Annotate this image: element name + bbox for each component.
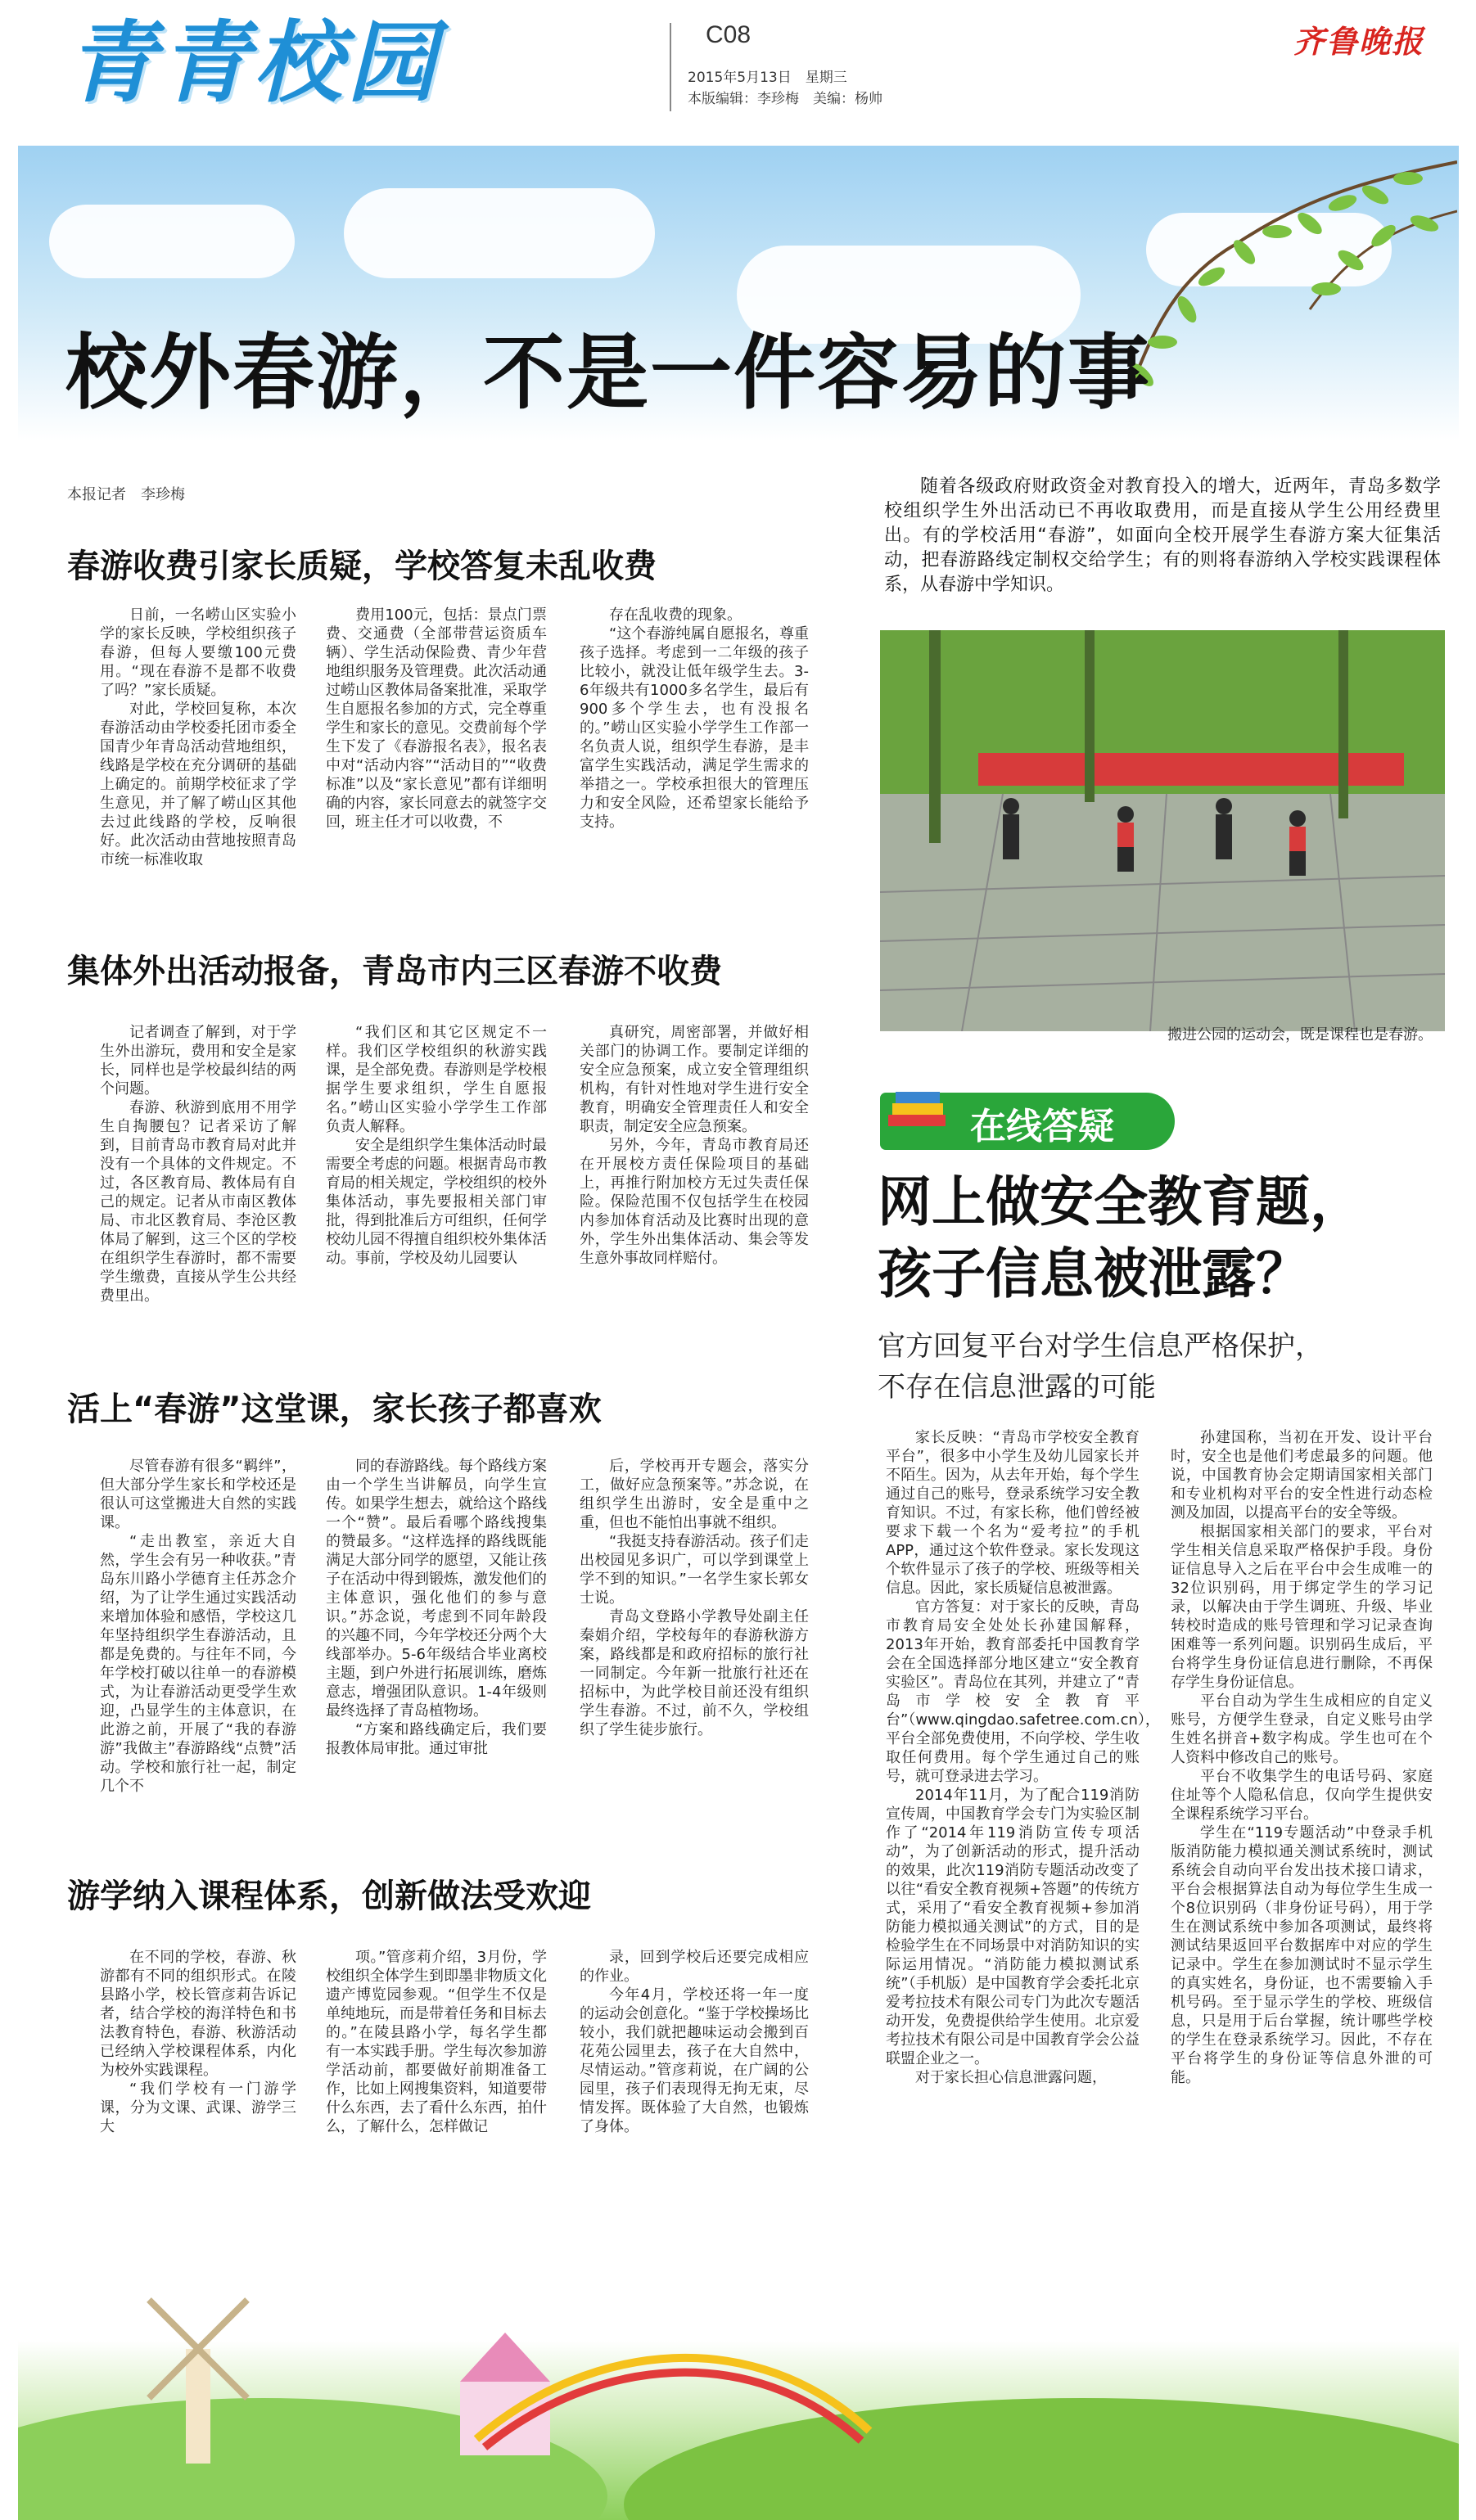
cloud-decoration <box>49 205 295 278</box>
online-headline-line1: 网上做安全教育题， <box>878 1170 1364 1233</box>
article-column <box>580 1948 809 2136</box>
section-title: 春游收费引家长质疑，学校答复未乱收费 <box>67 548 657 585</box>
section-title: 活上“春游”这堂课，家长孩子都喜欢 <box>67 1391 602 1428</box>
article-column <box>326 1023 547 1268</box>
article-column <box>100 606 296 869</box>
paragraph: 平台自动为学生生成相应的自定义账号，方便学生登录，自定义账号由学生姓名拼音+数字构成。学生也可在个人资料中修改自己的账号。 <box>1171 1693 1433 1766</box>
article-column <box>886 1428 1160 2087</box>
paragraph: 平台不收集学生的电话号码、家庭住址等个人隐私信息，仅向学生提供安全课程系统学习平台。 <box>1171 1768 1433 1823</box>
photo-caption: 搬进公园的运动会，既是课程也是春游。 <box>1167 1026 1433 1044</box>
paragraph: 录，回到学校后还要完成相应的作业。 <box>580 1949 809 1985</box>
page-number: C08 <box>706 21 752 48</box>
article-column <box>326 1948 547 2136</box>
editor-line: 本版编辑：李珍梅 美编：杨帅 <box>688 91 882 107</box>
paragraph: 在不同的学校，春游、秋游都有不同的组织形式。在陵县路小学，校长管彦莉告诉记者，结合学校的海洋特色和书法教育特色，春游、秋游活动已经纳入学校课程体系，内化为校外实践课程。 <box>100 1949 296 2079</box>
paragraph: 家长反映：“青岛市学校安全教育平台”，很多中小学生及幼儿园家长并不陌生。因为，从去年开始，每个学生通过自己的账号，登录系统学习安全教育知识。不过，有家长称，他们曾经被要求下载一个名为“爱考拉”的手机APP，通过这个软件登录。家长发现这个软件显示了孩子的学校、班级等相关信息。因此，家长质疑信息被泄露。 <box>886 1429 1140 1597</box>
paragraph: 费用100元，包括：景点门票费、交通费（全部带营运资质车辆）、学生活动保险费、青少年营地组织服务及管理费。此次活动通过崂山区教体局备案批准，采取学生自愿报名参加的方式，完全尊重学生和家长的意见。交费前每个学生下发了《春游报名表》，报名表中对“活动内容”“活动目的”“收费标准”以及“家长意见”都有详细明确的内容，家长同意去的就签字交回，班主任才可以收费，不 <box>326 606 547 831</box>
paragraph: 对于家长担心信息泄露问题， <box>915 2069 1107 2086</box>
paragraph: 2014年11月，为了配合119消防宣传周，中国教育学会专门为实验区制作了“2014年119消防宣传专项活动”，为了创新活动的形式，提升活动的效果，此次119消防专题活动改变了以往“看安全教育视频+答题”的传统方式，采用了“看安全教育视频+参加消防能力模拟通关测试”的方式，目的是检验学生在不同场景中对消防知识的实际运用情况。“消防能力模拟测试系统”（手机版）是中国教育学会委托北京爱考拉技术有限公司专门为此次专题活动开发，免费提供给学生使用。北京爱考拉技术有限公司是中国教育学会公益联盟企业之一。 <box>886 1787 1140 2067</box>
masthead-title: 青青校园 <box>67 12 441 115</box>
online-headline-line2: 孩子信息被泄露？ <box>878 1242 1310 1305</box>
paragraph: 记者调查了解到，对于学生外出游玩，费用和安全是家长，同样也是学校最纠结的两个问题。 <box>100 1024 296 1098</box>
paragraph: 后，学校再开专题会，落实分工，做好应急预案等。”苏念说，在组织学生出游时，安全是重中之重，但也不能怕出事就不组织。 <box>580 1458 809 1531</box>
paragraph: 日前，一名崂山区实验小学的家长反映，学校组织孩子春游，但每人要缴100元费用。“现在春游不是都不收费了吗？”家长质疑。 <box>100 606 296 699</box>
paragraph: 另外，今年，青岛市教育局还在开展校方责任保险项目的基础上，再推行附加校方无过失责任保险。保险范围不仅包括学生在校园内参加体育活动及比赛时出现的意外，学生外出集体活动、集会等发生意外事故同样赔付。 <box>580 1137 809 1267</box>
online-subheadline <box>878 1326 1323 1408</box>
landscape-illustration <box>18 2226 1459 2520</box>
books-icon <box>884 1082 958 1147</box>
paragraph: “走出教室，亲近大自然，学生会有另一种收获。”青岛东川路小学德育主任苏念介绍，为了让学生通过实践活动来增加体验和感悟，学校这几年坚持组织学生春游活动，且都是免费的。与往年不同，今年学校打破以往单一的春游模式，为让春游活动更受学生欢迎，凸显学生的主体意识，在此游之前，开展了“我的春游 游”我做主”春游路线“点赞”活动。学校和旅行社一起，制定几个不 <box>100 1533 311 1795</box>
online-subheadline-line2: 不存在信息泄露的可能 <box>878 1371 1156 1404</box>
date-line: 2015年5月13日 星期三 <box>688 70 847 86</box>
paragraph: 存在乱收费的现象。 <box>609 606 742 624</box>
article-column <box>326 606 547 832</box>
paragraph: “我们区和其它区规定不一样。我们区学校组织的秋游实践课，是全部免费。春游则是学校根据学生要求组织，学生自愿报名。”崂山区实验小学学生工作部负责人解释。 <box>326 1024 547 1135</box>
paragraph: 根据国家相关部门的要求，平台对学生相关信息采取严格保护手段。身份证信息导入之后在平台中会生成唯一的32位识别码，用于绑定学生的学习记录，以解决由于学生调班、升级、毕业转校时造成的账号管理和学习记录查询困难等一系列问题。识别码生成后，平台将学生身份证信息进行删除，不再保存学生身份证信息。 <box>1171 1523 1433 1691</box>
main-headline: 校外春游，不是一件容易的事 <box>65 325 1151 421</box>
paper-logo: 齐鲁晚报 <box>1293 23 1425 60</box>
paragraph: 安全是组织学生集体活动时最需要全考虑的问题。根据青岛市教育局的相关规定，学校组织的校外集体活动，事先要报相关部门审批，得到批准后方可组织，任何学校幼儿园不得擅自组织校外集体活动。事前，学校及幼儿园要认 <box>326 1137 547 1267</box>
paragraph: 青岛文登路小学教导处副主任秦娟介绍，学校每年的春游秋游方案，路线都是和政府招标的旅行社一同制定。今年新一批旅行社还在招标中，为此学校目前还没有组织学生春游。不过，前不久，学校组织了学生徒步旅行。 <box>580 1608 809 1738</box>
article-column <box>1171 1428 1433 2087</box>
section-title: 集体外出活动报备，青岛市内三区春游不收费 <box>67 953 722 990</box>
lead-paragraph <box>884 475 1441 597</box>
article-column <box>580 1023 809 1268</box>
lead-text: 随着各级政府财政资金对教育投入的增大，近两年，青岛多数学校组织学生外出活动已不再收取费用，而是直接从学生公用经费里出。有的学校活用“春游”，如面向全校开展学生春游方案大征集活动，把春游路线定制权交给学生；有的则将春游纳入学校实践课程体系，从春游中学知识。 <box>884 476 1441 595</box>
paragraph: “我挺支持春游活动。孩子们走出校园见多识广，可以学到课堂上学不到的知识。”一名学生家长郭女士说。 <box>580 1533 809 1607</box>
article-column <box>100 1457 311 1796</box>
article-column <box>100 1948 296 2136</box>
masthead-divider <box>670 23 671 111</box>
paragraph: 官方答复：对于家长的反映，青岛市教育局安全处处长孙建国解释，2013年开始，教育部委托中国教育学会在全国选择部分地区建立“安全教育实验区”。青岛位在其列，并建立了“青岛市学校安全教育平台”（www.qingdao.safetree.com.cn），平台全部免费使用，不向学校、学生收取任何费用。每个学生通过自己的账号，就可登录进去学习。 <box>886 1598 1160 1785</box>
paragraph: “方案和路线确定后，我们要报教体局审批。通过审批 <box>326 1721 547 1757</box>
article-column <box>100 1023 296 1305</box>
section-title: 游学纳入课程体系，创新做法受欢迎 <box>67 1878 591 1915</box>
article-column <box>580 606 809 832</box>
paragraph: 今年4月，学校还将一年一度的运动会创意化。“鉴于学校操场比较小，我们就把趣味运动会搬到百花苑公园里去，孩子在大自然中，尽情运动。”管彦莉说，在广阔的公园里，孩子们表现得无拘无束，尽情发挥。既体验了大自然，也锻炼了身体。 <box>580 1986 809 2135</box>
article-column <box>580 1457 809 1739</box>
paragraph: 孙建国称，当初在开发、设计平台时，安全也是他们考虑最多的问题。他说，中国教育协会定期请国家相关部门和专业机构对平台的安全性进行动态检测及加固，以提高平台的安全等级。 <box>1171 1429 1433 1521</box>
byline: 本报记者 李珍梅 <box>67 486 185 503</box>
paragraph: “这个春游纯属自愿报名，尊重孩子选择。考虑到一二年级的孩子比较小，就没让低年级学生去。3-6年级共有1000多名学生，最后有900多个学生去，也有没报名的。”崂山区实验小学学生工作部一名负责人说，组织学生春游，是丰富学生实践活动，满足学生需求的举措之一。学校承担很大的管理压力和安全风险，还希望家长能给予支持。 <box>580 625 809 831</box>
park-scene-illustration <box>880 630 1445 1031</box>
paragraph: 春游、秋游到底用不用学生自掏腰包？记者采访了解到，目前青岛市教育局对此并没有一个具体的文件规定。不过，各区教育局、教体局有自己的规定。记者从市南区教体局、市北区教育局、李沧区教体局了解到，这三个区的学校在组织学生春游时，都不需要学生缴费，直接从学生公共经费里出。 <box>100 1099 296 1305</box>
paragraph: 对此，学校回复称，本次春游活动由学校委托团市委全国青少年青岛活动营地组织，线路是学校在充分调研的基础上确定的。前期学校征求了学生意见，并了解了崂山区其他去过此线路的学校，反响很好。此次活动由营地按照青岛市统一标准收取 <box>100 701 296 868</box>
paragraph: “我们学校有一门游学课，分为文课、武课、游学三大 <box>100 2080 296 2135</box>
online-badge-label: 在线答疑 <box>970 1106 1114 1147</box>
paragraph: 真研究，周密部署，并做好相关部门的协调工作。要制定详细的安全应急预案，成立安全管理组织机构，有针对性地对学生进行安全教育，明确安全管理责任人和安全职责，制定安全应急预案。 <box>580 1024 809 1135</box>
paragraph: 尽管春游有很多“羁绊”，但大部分学生家长和学校还是很认可这堂搬进大自然的实践课。 <box>100 1458 296 1531</box>
online-headline <box>878 1166 1364 1310</box>
paragraph: 学生在“119专题活动”中登录手机版消防能力模拟通关测试系统时，测试系统会自动向平台发出技术接口请求，平台会根据算法自动为每位学生生成一个8位识别码（非身份证号码），用于学生在测试系统中参加各项测试，最终将测试结果返回平台数据库中对应的学生记录中。学生在参加测试时不显示学生的真实姓名，身份证，也不需要输入手机号码。至于显示学生的学校、班级信息，只是用于后台掌握，统计哪些学校的学生在登录系统学习。因此，不存在平台将学生的身份证等信息外泄的可能。 <box>1171 1824 1433 2086</box>
article-column <box>326 1457 547 1758</box>
paragraph: 项。”管彦莉介绍，3月份，学校组织全体学生到即墨非物质文化遗产博览园参观。“但学生不仅是单纯地玩，而是带着任务和目标去的。”在陵县路小学，每名学生都有一本实践手册。学生每次参加游学活动前，都要做好前期准备工作，比如上网搜集资料，知道要带什么东西，去了看什么东西，拍什么，了解什么，怎样做记 <box>326 1949 547 2135</box>
cloud-decoration <box>344 188 655 278</box>
online-subheadline-line1: 官方回复平台对学生信息严格保护， <box>878 1330 1323 1363</box>
sports-day-photo <box>880 630 1445 1031</box>
paragraph: 同的春游路线。每个路线方案由一个学生当讲解员，向学生宣传。如果学生想去，就给这个路线一个“赞”。最后看哪个路线搜集的赞最多。“这样选择的路线既能满足大部分同学的愿望，又能让孩子在活动中得到锻炼，激发他们的主体意识，强化他们的参与意识。”苏念说，考虑到不同年龄段的兴趣不同，今年学校还分两个大线部举办。5-6年级结合毕业离校主题，到户外进行拓展训练，磨炼意志，增强团队意识。1-4年级则最终选择了青岛植物场。 <box>326 1458 547 1720</box>
